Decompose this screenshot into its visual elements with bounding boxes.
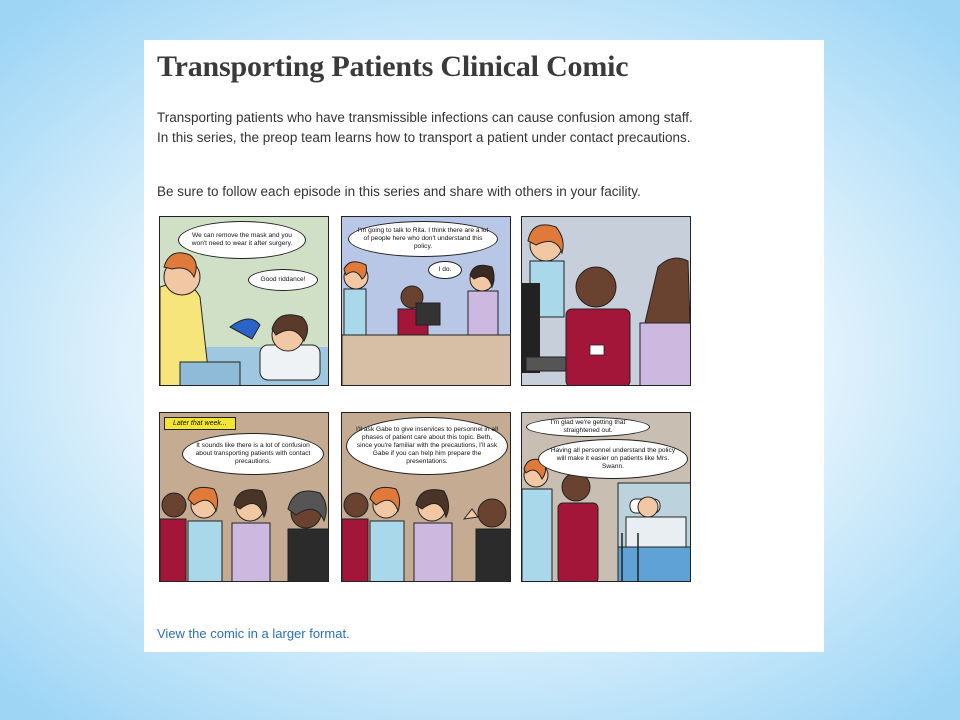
speech-bubble: I'm going to talk to Rita. I think there are a lot of people here who don't understand this policy. bbox=[348, 221, 498, 257]
comic-panel-1 bbox=[159, 216, 329, 386]
comic-panel-5 bbox=[341, 412, 511, 582]
view-larger-format-link[interactable]: View the comic in a larger format. bbox=[157, 626, 350, 641]
page-title: Transporting Patients Clinical Comic bbox=[157, 50, 629, 83]
comic-page bbox=[144, 40, 824, 652]
speech-bubble: Having all personnel understand the policy will make it easier on patients like Mrs. Swann. bbox=[538, 439, 688, 479]
comic-panel-3 bbox=[521, 216, 691, 386]
speech-bubble: I'm glad we're getting that straightened out. bbox=[526, 417, 650, 437]
speech-bubble: Good riddance! bbox=[248, 269, 318, 291]
speech-bubble: We can remove the mask and you won't need to wear it after surgery. bbox=[178, 221, 306, 259]
follow-paragraph: Be sure to follow each episode in this series and share with others in your facility. bbox=[157, 184, 641, 199]
comic-panel-4 bbox=[159, 412, 329, 582]
speech-bubble: I'll ask Gabe to give inservices to personnel in all phases of patient care about this topic. Beth, since you're familiar with the precautions, I'll ask Gabe if you can help him prepare the presentations. bbox=[346, 417, 508, 475]
panel-3-art bbox=[522, 217, 691, 386]
speech-bubble: It sounds like there is a lot of confusion about transporting patients with contact precautions. bbox=[182, 433, 324, 475]
intro-paragraph: Transporting patients who have transmissible infections can cause confusion among staff. In this series, the preop team learns how to transport a patient under contact precautions. bbox=[157, 110, 693, 145]
caption-box: Later that week... bbox=[164, 417, 236, 430]
comic-panel-6 bbox=[521, 412, 691, 582]
speech-bubble: I do. bbox=[428, 261, 462, 279]
comic-panel-2 bbox=[341, 216, 511, 386]
